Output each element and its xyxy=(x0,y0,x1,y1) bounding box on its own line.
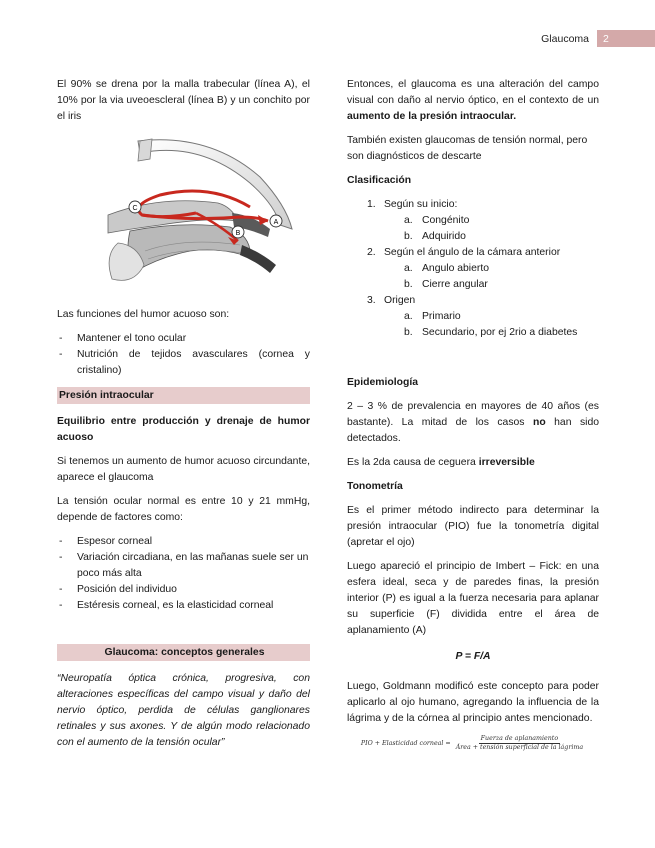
classification-list xyxy=(367,197,599,341)
item-number: 2. xyxy=(367,247,376,258)
sub-list xyxy=(404,213,599,245)
item-label: Según el ángulo de la cámara anterior xyxy=(384,247,561,258)
imbert-fick-text: Luego apareció el principio de Imbert – Fick: en una esfera ideal, seca y de paredes finas, la presión interior (P) es igual a la fuerza necesaria para aplanar su superficie (F) dividida entre el área de aplanamiento (A) xyxy=(347,561,599,636)
eye-angle-illustration xyxy=(100,133,297,295)
increase-text: Si tenemos un aumento de humor acuoso circundante, aparece el glaucoma xyxy=(57,456,310,483)
list-item xyxy=(367,197,599,245)
list-item xyxy=(404,325,599,341)
item-label: Angulo abierto xyxy=(422,263,490,274)
formula-fraction xyxy=(454,735,585,752)
item-number: 1. xyxy=(367,199,376,210)
formula-denominator: Área + tensión superficial de la lágrima xyxy=(455,744,584,751)
sub-list xyxy=(404,309,599,341)
label-a: A xyxy=(273,219,279,226)
functions-intro: Las funciones del humor acuoso son: xyxy=(57,309,230,320)
blindness-emphasis: irreversible xyxy=(478,457,535,468)
list-item: - Mantener el tono ocular xyxy=(57,331,310,347)
section-heading-pressure: Presión intraocular xyxy=(57,387,310,404)
label-b: B xyxy=(235,230,241,237)
definition-emphasis: aumento de la presión intraocular. xyxy=(347,111,517,122)
list-item xyxy=(404,309,599,325)
right-column xyxy=(347,77,599,752)
tonometry-heading: Tonometría xyxy=(347,481,403,492)
factors-list xyxy=(57,534,310,614)
list-item xyxy=(404,213,599,229)
functions-list xyxy=(57,331,310,379)
goldmann-text: Luego, Goldmann modificó este concepto para poder aplicarlo al ojo humano, agregando la influencia de la lágrima y de la córnea al principio antes mencionado. xyxy=(347,681,599,724)
label-c: C xyxy=(132,205,138,212)
normal-tension-text: También existen glaucomas de tensión normal, pero son diagnósticos de descarte xyxy=(347,135,588,162)
page-number-badge: 2 xyxy=(597,30,655,47)
definition-quote: “Neuropatía óptica crónica, progresiva, con alteraciones específicas del campo visual y daño del nervio óptico, perdida de células ganglionares retinales y sus axones. Y de algún modo relacionado con el aumento de la tensión ocular” xyxy=(57,673,310,748)
list-item: - Nutrición de tejidos avasculares (cornea y cristalino) xyxy=(57,347,310,379)
drainage-intro: El 90% se drena por la malla trabecular (línea A), el 10% por la via uveoescleral (línea B) y un conchito por el iris xyxy=(57,79,310,122)
formula-lhs: PIO + Elasticidad corneal = xyxy=(360,739,451,747)
header-title: Glaucoma xyxy=(541,32,589,45)
normal-pressure-text: La tensión ocular normal es entre 10 y 21 mmHg, depende de factores como: xyxy=(57,496,310,523)
list-item: - Estéresis corneal, es la elasticidad corneal xyxy=(57,598,310,614)
epidemiology-text-part: 2 – 3 % de prevalencia en mayores de 40 años (es bastante). La mitad de los casos xyxy=(347,401,599,428)
list-item xyxy=(404,229,599,245)
left-column xyxy=(57,77,310,759)
item-label: Origen xyxy=(384,295,416,306)
item-number: b. xyxy=(404,279,413,290)
epidemiology-heading: Epidemiología xyxy=(347,377,419,388)
subheading-balance: Equilibrio entre producción y drenaje de humor acuoso xyxy=(57,416,310,443)
epidemiology-emphasis: no xyxy=(532,417,546,428)
classification-heading: Clasificación xyxy=(347,175,412,186)
aqueous-drainage-figure xyxy=(100,133,297,295)
item-number: 3. xyxy=(367,295,376,306)
epidemiology-text xyxy=(347,399,599,447)
formula-numerator: Fuerza de aplanamiento xyxy=(480,735,559,742)
tonometry-first-method: Es el primer método indirecto para determinar la presión intraocular (PIO) fue la tonometría digital (apretar el ojo) xyxy=(347,505,599,548)
goldmann-formula xyxy=(347,735,599,752)
item-label: Adquirido xyxy=(422,231,466,242)
item-label: Cierre angular xyxy=(422,279,488,290)
imbert-fick-formula: P = F/A xyxy=(455,651,491,662)
item-number: b. xyxy=(404,327,413,338)
section-heading-general: Glaucoma: conceptos generales xyxy=(57,644,310,661)
list-item xyxy=(367,245,599,293)
item-number: a. xyxy=(404,215,413,226)
list-item xyxy=(367,293,599,341)
item-label: Congénito xyxy=(422,215,470,226)
item-label: Primario xyxy=(422,311,461,322)
list-item: - Posición del individuo xyxy=(57,582,310,598)
page-header xyxy=(541,30,655,47)
item-number: b. xyxy=(404,231,413,242)
item-number: a. xyxy=(404,263,413,274)
item-label: Secundario, por ej 2rio a diabetes xyxy=(422,327,578,338)
definition-text: Entonces, el glaucoma es una alteración del campo visual con daño al nervio óptico, en el contexto de un xyxy=(347,79,599,106)
blindness-cause-text xyxy=(347,455,599,471)
blindness-text: Es la 2da causa de ceguera xyxy=(347,457,479,468)
list-item: - Variación circadiana, en las mañanas suele ser un poco más alta xyxy=(57,550,310,582)
list-item xyxy=(404,277,599,293)
item-number: a. xyxy=(404,311,413,322)
list-item xyxy=(404,261,599,277)
sub-list xyxy=(404,261,599,293)
list-item: - Espesor corneal xyxy=(57,534,310,550)
epidemiology-text-part: han sido detectados. xyxy=(347,417,600,444)
item-label: Según su inicio: xyxy=(384,199,458,210)
glaucoma-definition xyxy=(347,77,599,125)
